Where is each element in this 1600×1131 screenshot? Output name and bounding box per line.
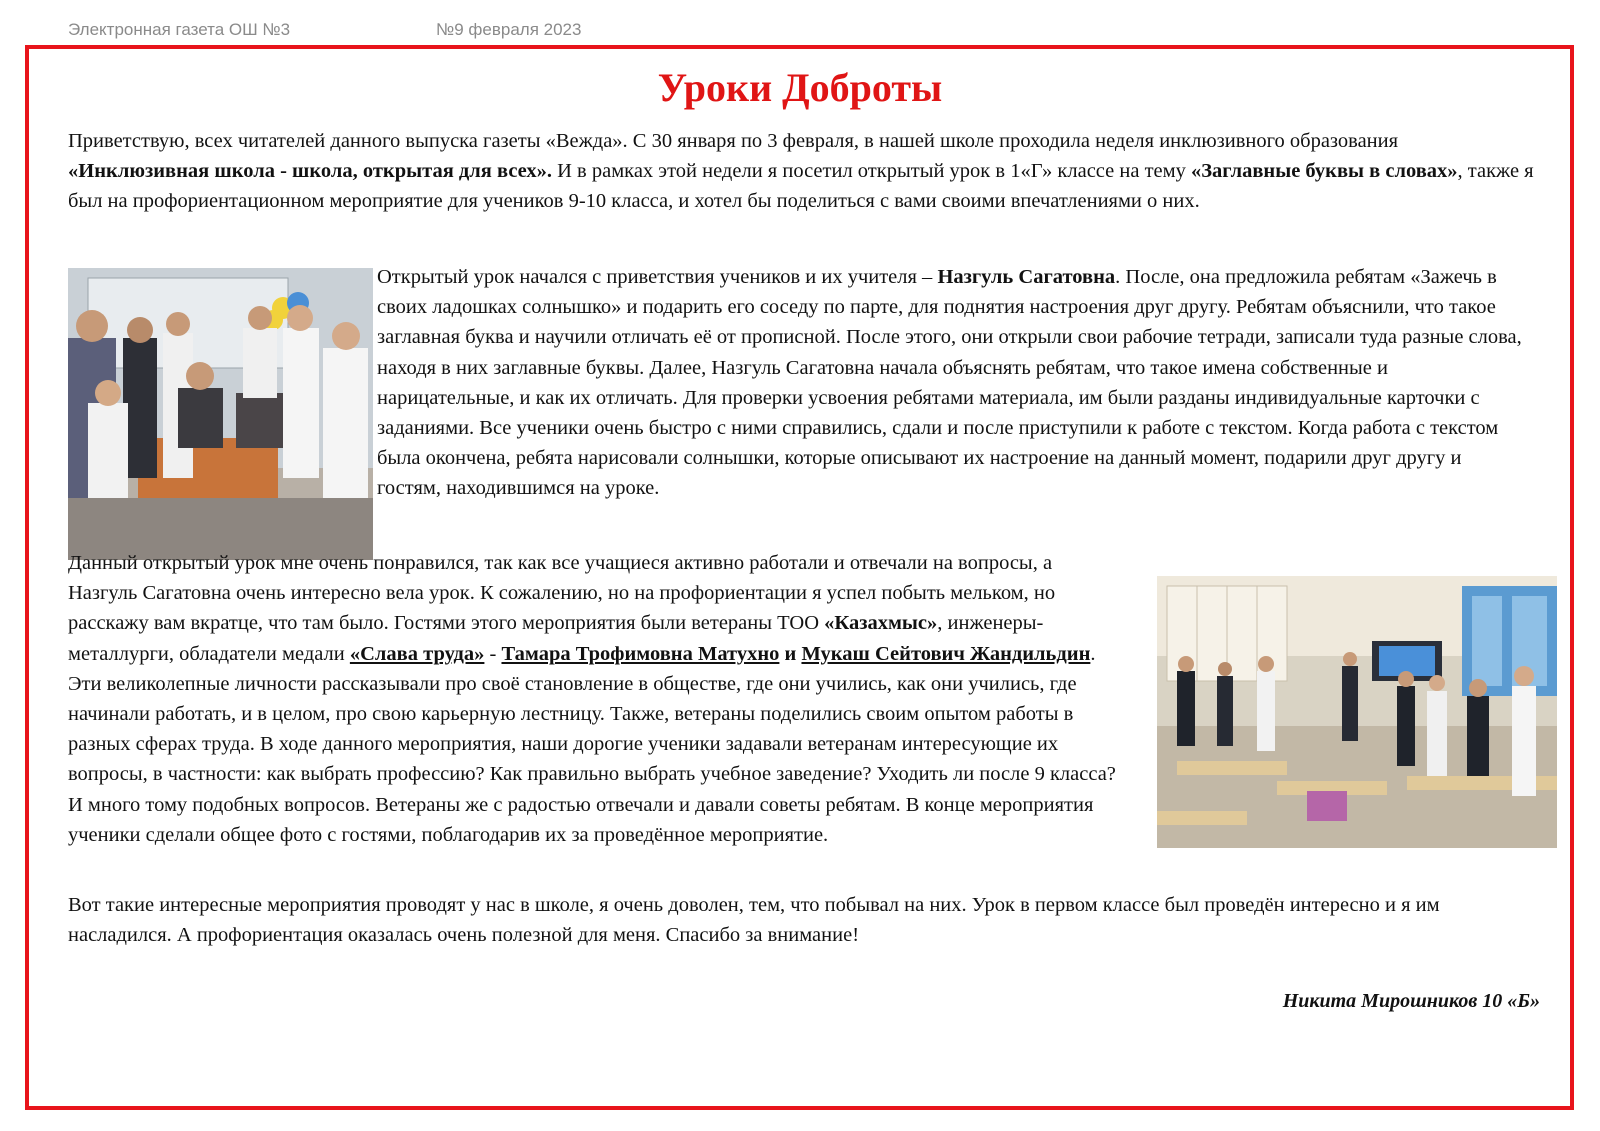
career-paragraph: Данный открытый урок мне очень понравился, так как все учащиеся активно работали и отвечали на вопросы, а Назгуль Сагатовна очень интересно вела урок. К сожалению, но на профориентации я успел побыть мельком, но расскажу вам вкратце, что там было. Гостями этого мероприятия были ветераны ТОО «Казахмыс», инженеры-металлурги, обладатели медали «Слава труда» - Тамара Трофимовна Матухно и Мукаш Сейтович Жандильдин. Эти великолепные личности рассказывали про своё становление в обществе, где они учились, как они учились, где начинали работать, и в целом, про свою карьерную лестницу. Также, ветераны поделились своим опытом работы в разных сферах труда. В ходе данного мероприятия, наши дорогие ученики задавали ветеранам интересующие их вопросы, в частности: как выбрать профессию? Как правильно выбрать учебное заведение? Уходить ли после 9 класса? И много тому подобных вопросов. Ветераны же с радостью отвечали и давали советы ребятам. В конце мероприятия ученики сделали общее фото с гостями, поблагодарив их за проведённое мероприятие. <box>68 552 1116 846</box>
article-title: Уроки Доброты <box>657 65 943 110</box>
lesson-paragraph: Открытый урок начался с приветствия учеников и их учителя – Назгуль Сагатовна. После, она предложила ребятам «Зажечь в своих ладошках солнышко» и подарить его соседу по парте, для поднятия настроения друг другу. Ребятам объяснили, что такое заглавная буква и научили отличать её от прописной. После этого, они открыли свои рабочие тетради, записали туда разные слова, находя в них заглавные буквы. Далее, Назгуль Сагатовна начала объяснять ребятам, что такое имена собственные и нарицательные, и как их отличать. Для проверки усвоения ребятами материала, им были разданы индивидуальные карточки с заданиями. Все ученики очень быстро с ними справились, сдали и после приступили к работе с текстом. Когда работа с текстом была окончена, ребята нарисовали солнышки, которые описывают их настроение на данный момент, подарили друг другу и гостям, находившимся на уроке. <box>377 266 1522 500</box>
classroom-group-photo <box>68 268 373 560</box>
intro-paragraph: Приветствую, всех читателей данного выпуска газеты «Вежда». С 30 января по 3 февраля, в нашей школе проходила неделя инклюзивного образования «Инклюзивная школа - школа, открытая для всех». И в рамках этой недели я посетил открытый урок в 1«Г» классе на тему «Заглавные буквы в словах», также я был на профориентационном мероприятие для учеников 9-10 класса, и хотел бы поделиться с вами своими впечатлениями о них. <box>68 130 1534 213</box>
author-signature: Никита Мирошников 10 «Б» <box>1282 990 1540 1012</box>
career-event-photo <box>1157 576 1557 848</box>
newspaper-name: Электронная газета ОШ №3 <box>68 20 291 39</box>
issue-date: №9 февраля 2023 <box>436 20 582 39</box>
closing-paragraph: Вот такие интересные мероприятия проводят у нас в школе, я очень доволен, тем, что побывал на них. Урок в первом классе был проведён интересно и я им насладился. А профориентация оказалась очень полезной для меня. Спасибо за внимание! <box>68 894 1440 947</box>
